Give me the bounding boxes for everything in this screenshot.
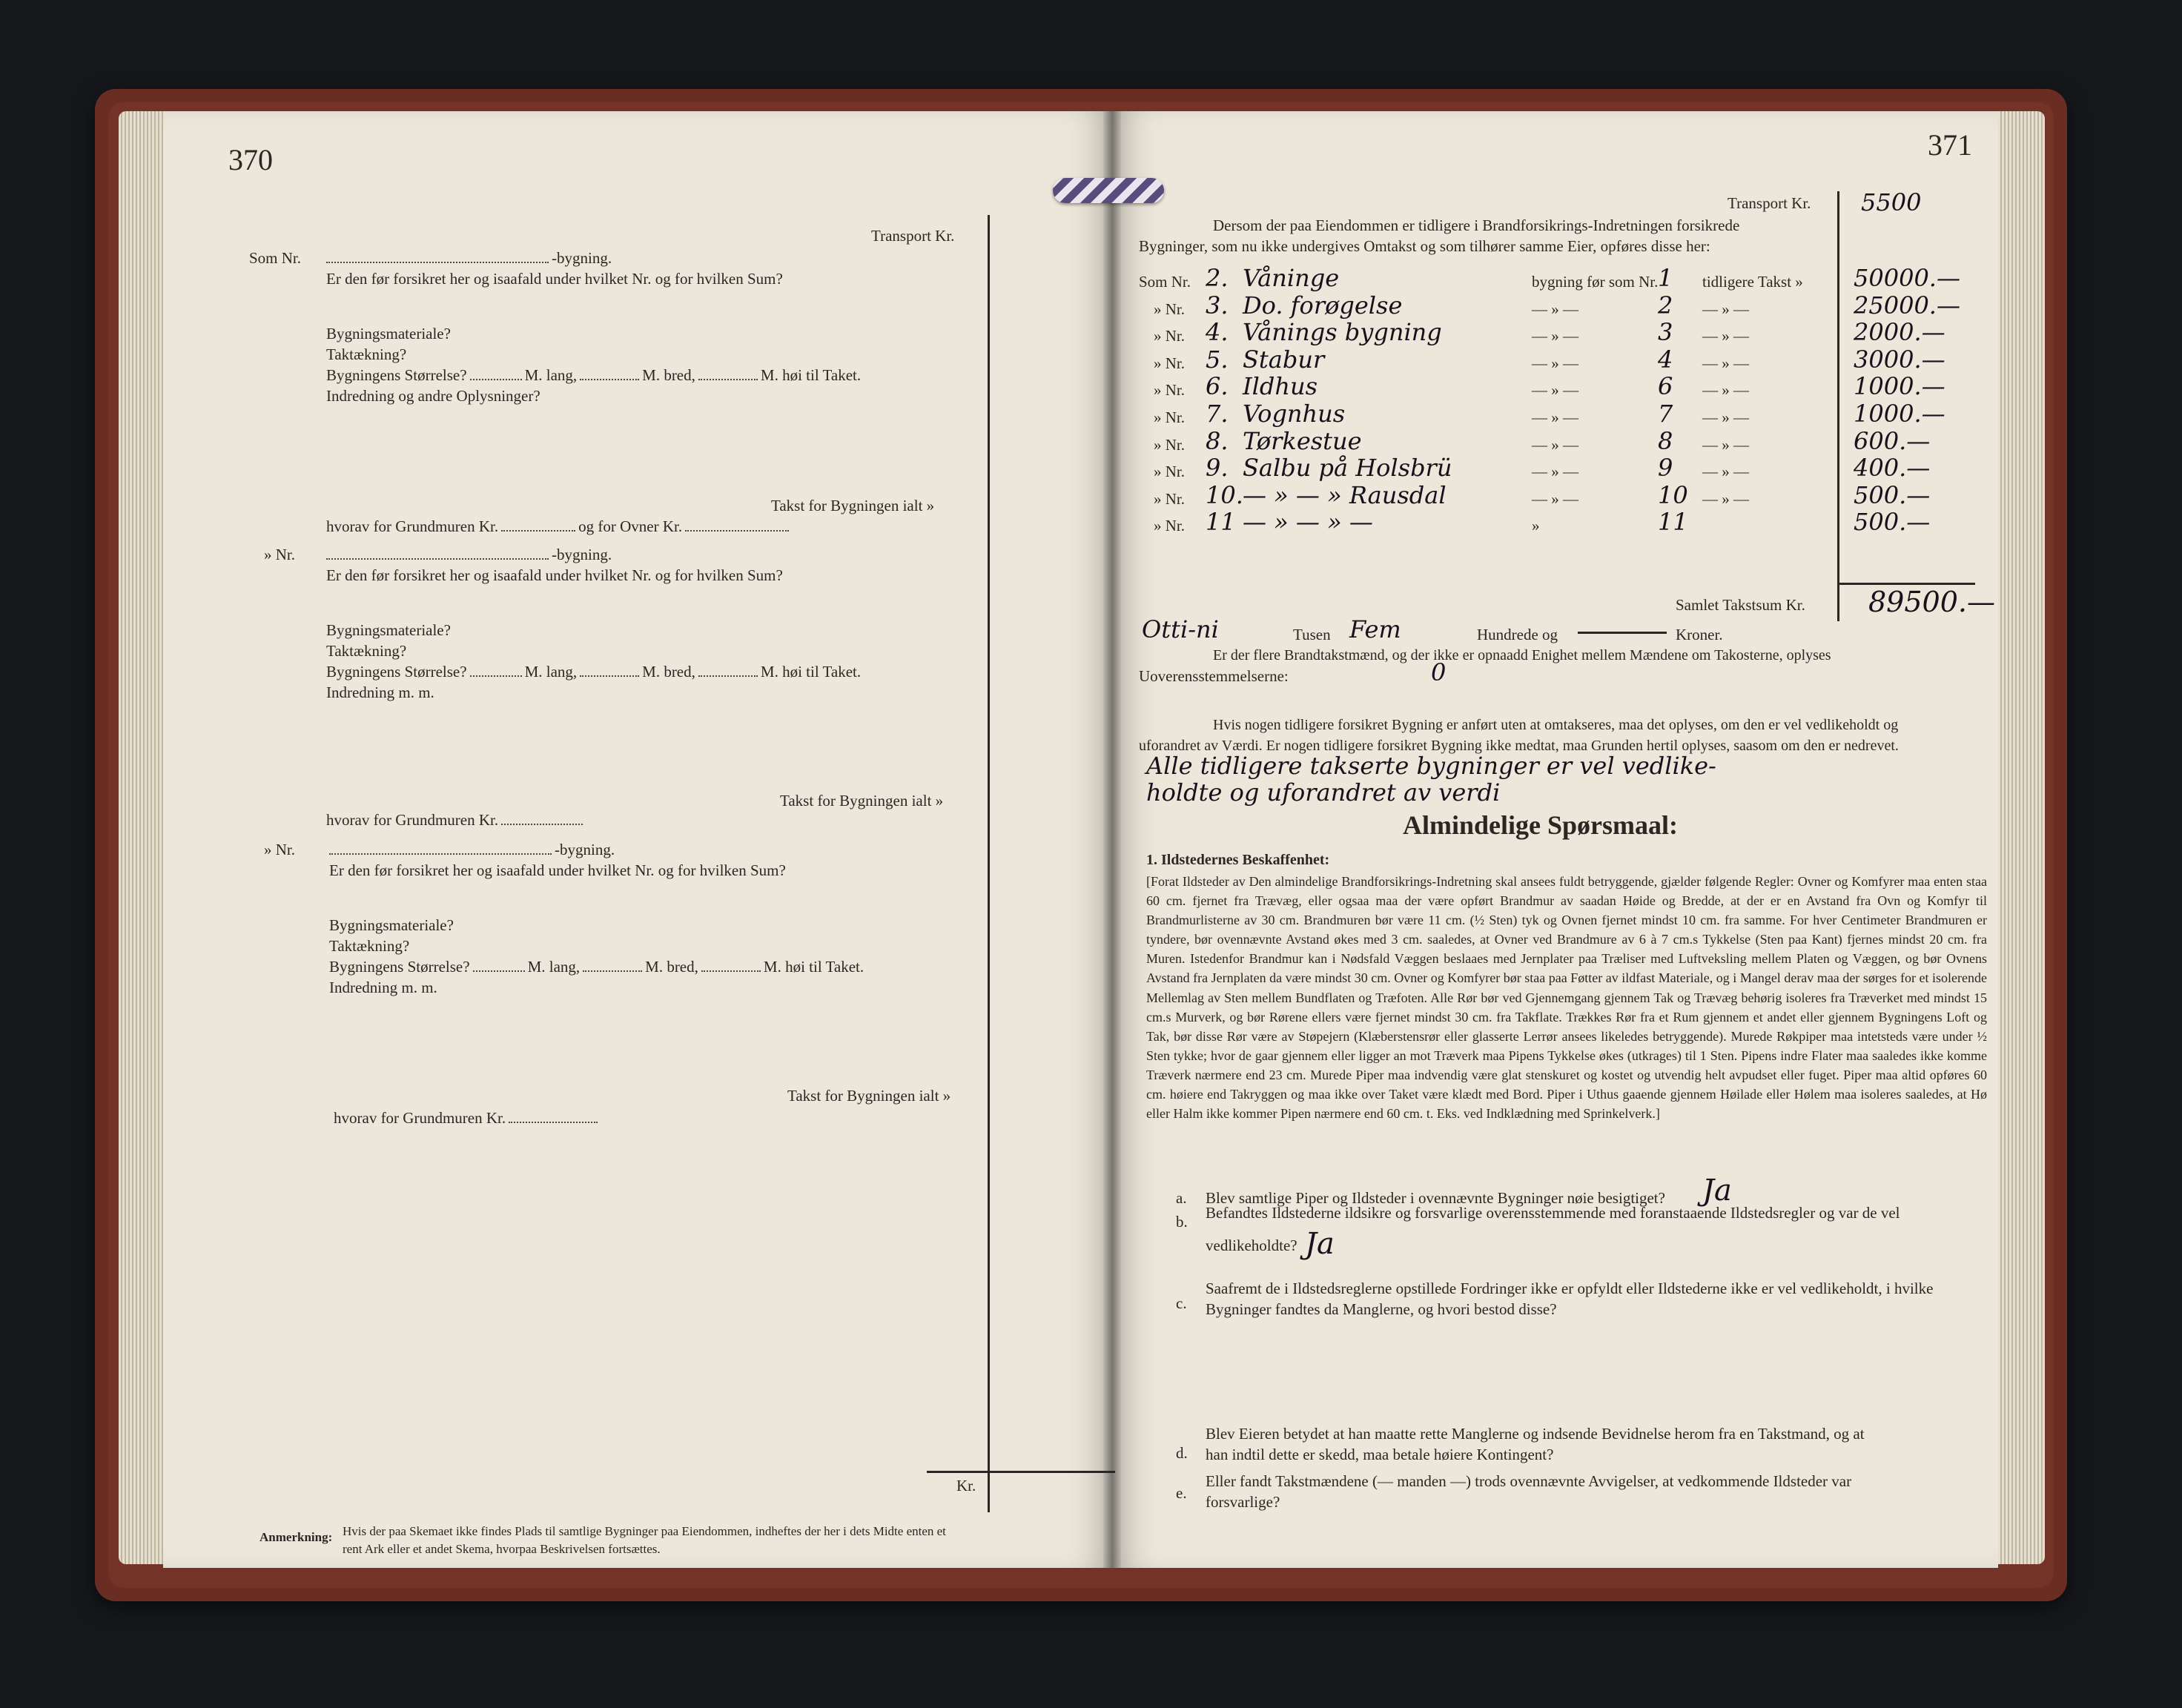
building-row-name: — » — » Rausdal	[1243, 481, 1447, 509]
intro-line-1: Dersom der paa Eiendommen er tidligere i Brandforsikrings-Indretningen forsikrede	[1213, 216, 1740, 234]
building-row-mid: — » —	[1532, 300, 1578, 318]
block3-material: Bygningsmateriale?	[329, 916, 454, 934]
qe-label: e.	[1176, 1484, 1187, 1502]
block1-indredning: Indredning og andre Oplysninger?	[326, 387, 540, 405]
qc-text-1: Saafremt de i Ildstedsreglerne opstillede Fordringer ikke er opfyldt eller Ildstederne ikke er vel vedlikeholdt, i hvilke	[1206, 1280, 1934, 1297]
qb-answer: Ja	[1305, 1227, 1335, 1261]
left-amount-column-rule	[988, 215, 990, 1512]
building-row-takst: 50000.—	[1854, 264, 1960, 292]
building-row-name: Våninge	[1243, 264, 1340, 292]
anmerkning-text-2: rent Ark eller et andet Skema, hvorpaa Beskrivelsen fortsættes.	[343, 1542, 661, 1556]
samlet-value: 89500.—	[1868, 586, 1995, 618]
building-row-takst: 25000.—	[1854, 291, 1960, 320]
building-row-mid: — » —	[1532, 463, 1578, 480]
building-row-takst: 400.—	[1854, 454, 1931, 482]
building-row-old-nr: 4	[1658, 345, 1673, 374]
building-row-new-nr: 9.	[1206, 454, 1229, 482]
block2-taktaekning: Taktækning?	[326, 642, 407, 660]
building-row-name: Stabur	[1243, 345, 1325, 374]
intro-line-2: Bygninger, som nu ikke undergives Omtakst og som tilhører samme Eier, opføres disse her:	[1139, 237, 1710, 255]
building-row-prefix: » Nr.	[1154, 354, 1185, 372]
samlet-label: Samlet Takstsum Kr.	[1676, 596, 1805, 614]
building-row-prefix: » Nr.	[1154, 408, 1185, 426]
building-row-old-nr: 8	[1658, 427, 1673, 455]
amount-words-thousands: Otti-ni	[1142, 615, 1219, 643]
building-row-new-nr: 3.	[1206, 291, 1229, 320]
building-row-name: Tørkestue	[1243, 427, 1362, 455]
left-transport-label: Transport Kr.	[871, 227, 955, 245]
block1-size: Bygningens Størrelse? M. lang, M. bred, M. høi til Taket.	[326, 366, 862, 384]
page-edges-left	[119, 111, 169, 1564]
building-row-name: Vånings bygning	[1243, 318, 1442, 346]
building-row-tail: — » —	[1702, 327, 1749, 345]
block3-takst: Takst for Bygningen ialt »	[787, 1087, 951, 1105]
block3-indredning: Indredning m. m.	[329, 979, 437, 996]
book-gutter	[1103, 111, 1121, 1568]
building-row-old-nr: 1	[1658, 264, 1673, 292]
left-total-rule	[927, 1471, 1115, 1473]
building-row-tail: — » —	[1702, 490, 1749, 508]
building-row-tail: — » —	[1702, 354, 1749, 372]
left-kr-total: Kr.	[956, 1477, 976, 1494]
block2-material: Bygningsmateriale?	[326, 621, 451, 639]
building-row-takst: 1000.—	[1854, 400, 1945, 428]
hvis-line-2: uforandret av Værdi. Er nogen tidligere forsikret Bygning ikke medtat, maa Grunden hertil oplyses, saasom om den er nedrevet.	[1139, 738, 1899, 754]
building-row-new-nr: 10.	[1206, 481, 1243, 509]
building-row-name: Do. forøgelse	[1243, 291, 1403, 320]
qe-text-1: Eller fandt Takstmændene (— manden —) trods ovennævnte Avvigelser, at vedkommende Ildsteder var	[1206, 1472, 1852, 1490]
building-row-prefix: » Nr.	[1154, 381, 1185, 399]
hundrede-label: Hundrede og	[1477, 626, 1558, 643]
building-row-tail: tidligere Takst »	[1702, 273, 1803, 291]
building-row-takst: 500.—	[1854, 508, 1931, 536]
anmerkning-text-1: Hvis der paa Skemaet ikke findes Plads til samtlige Bygninger paa Eiendommen, indheftes der her i dets Midte enten et	[343, 1524, 946, 1538]
building-row-old-nr: 11	[1658, 508, 1688, 536]
binding-thread	[1053, 178, 1164, 203]
qb-text-2: vedlikeholdte?	[1206, 1237, 1297, 1254]
block2-takst: Takst for Bygningen ialt »	[780, 792, 944, 810]
building-row-mid: — » —	[1532, 490, 1578, 508]
tusen-label: Tusen	[1293, 626, 1331, 643]
building-row-mid: — » —	[1532, 354, 1578, 372]
building-row-new-nr: 5.	[1206, 345, 1229, 374]
flere-line-1: Er der flere Brandtakstmænd, og der ikke er opnaadd Enighet mellem Mændene om Takosterne, oplyses	[1213, 647, 1831, 663]
qa-text: Blev samtlige Piper og Ildsteder i ovennævnte Bygninger nøie besigtiget?	[1206, 1189, 1665, 1207]
qd-label: d.	[1176, 1444, 1188, 1462]
building-row-mid: — » —	[1532, 408, 1578, 426]
building-row-takst: 1000.—	[1854, 372, 1945, 400]
qd-text-1: Blev Eieren betydet at han maatte rette Manglerne og indsende Bevidnelse herom fra en Takstmand, og at	[1206, 1425, 1865, 1443]
building-row-name: — » — » —	[1243, 508, 1373, 536]
building-row-prefix: Som Nr.	[1139, 273, 1191, 291]
block2-size: Bygningens Størrelse? M. lang, M. bred, M. høi til Taket.	[326, 663, 862, 681]
building-row-mid: — » —	[1532, 436, 1578, 454]
building-row-name: Salbu på Holsbrü	[1243, 454, 1452, 482]
qe-text-2: forsvarlige?	[1206, 1493, 1280, 1511]
building-row-tail: — » —	[1702, 300, 1749, 318]
samlet-rule	[1837, 583, 1975, 585]
building-row-new-nr: 4.	[1206, 318, 1229, 346]
building-row-takst: 3000.—	[1854, 345, 1945, 374]
block1-material: Bygningsmateriale?	[326, 325, 451, 342]
block3-nr: » Nr.	[264, 841, 295, 858]
block1-bygning-line: -bygning.	[323, 249, 612, 268]
block1-hvorav: hvorav for Grundmuren Kr. og for Ovner Kr.	[326, 517, 792, 536]
qc-text-2: Bygninger fandtes da Manglerne, og hvori bestod disse?	[1206, 1300, 1557, 1318]
building-row-prefix: » Nr.	[1154, 463, 1185, 480]
building-row-old-nr: 6	[1658, 372, 1673, 400]
building-row-mid: bygning før som Nr.	[1532, 273, 1659, 291]
section-heading: Almindelige Spørsmaal:	[1403, 810, 1679, 840]
building-row-takst: 2000.—	[1854, 318, 1945, 346]
q1-title: 1. Ildstedernes Beskaffenhet:	[1146, 852, 1330, 868]
building-row-old-nr: 7	[1658, 400, 1673, 428]
hvis-line-1: Hvis nogen tidligere forsikret Bygning er anført uten at omtakseres, maa det oplyses, om den er vel vedlikeholdt og	[1213, 717, 1899, 733]
building-row-prefix: » Nr.	[1154, 490, 1185, 508]
block2-bygning-line: -bygning.	[323, 546, 612, 564]
building-row-new-nr: 7.	[1206, 400, 1229, 428]
q1-rules: [Forat Ildsteder av Den almindelige Brandforsikrings-Indretning skal ansees fuldt betryggende, gjælder følgende Regler: Ovner og Komfyrer maa enten staa 60 cm. fjernet fra Trævæg, eller ogsaa maa der være opført Brandmur av saadan Høide og Bredde, at der er en Avstand fra Ovn og Komfyr til Brandmurlisterne av 30 cm. Brandmuren bør være 11 cm. (½ Sten) tyk og Ovnen fjernet mindst 10 cm. fra samme. For hver Centimeter Brandmuren er tyndere, bør ovennævnte Avstand økes med 3 cm. saaledes, at Ovner ved Brandmure av 6 à 7 cm.s Tykkelse (Sten paa Kant) fjernes mindst 20 cm. fra Muren. Istedenfor Brandmur kan i Nødsfald Væggen beslaaes med Jernplater paa Træliser med Luftveksling mellem Platen og Væggen, og bør Ovnens Avstand fra Jernplaten da være mindst 30 cm. Ovner og Komfyrer bør staa paa Føtter av ildfast Materiale, og i Mangel derav maa der sørges for et isolerende Mellemlag av Sten mellem Bundflaten og Træfoten. Alle Rør bør ved Gjennemgang gjennem Tak og Trævæg behørig isoleres fra Træverket med mindst 15 cm.s Murverk, og bør Rørene ellers være fjernet mindst 30 cm. fra Takflate. Trækkes Rør fra et Rum gjennem et andet eller gjennem Bygningens Loft og Tak, bør disse Rør være av Støpejern (Klæberstensrør eller glasserte Lerrør ansees likeledes betryggende). Murede Røkpiper maa intetsteds være under ½ Sten tykke; hvor de gaar gjennem eller ligger an mot Træverk maa Pipens Tykkelse økes (utkrages) til 1 Sten. Pipens indre Flater maa saaledes ikke komme Træverk nærmere end 23 cm. Murede Piper maa indvendig være glat stenskuret og kostet og utvendig helt avpudset eller fuget. Piper maa altid opføres 60 cm. høiere end Takryggen og maa ikke over Taket være klædt med Bord. Piper i Uthus gaaende gjennem Høilade eller Hølem maa isoleres saaledes, at Hø eller Halm ikke kommer Pipen nærmere end 60 cm. t. Eks. ved Indklædning med Sprinkelverk.]	[1146, 874, 1987, 1122]
building-row-old-nr: 10	[1658, 481, 1688, 509]
building-row-prefix: » Nr.	[1154, 327, 1185, 345]
hvis-answer-2: holdte og uforandret av verdi	[1146, 778, 1501, 807]
building-row-prefix: » Nr.	[1154, 300, 1185, 318]
building-row-prefix: » Nr.	[1154, 436, 1185, 454]
building-row-new-nr: 11	[1206, 508, 1236, 536]
building-row-tail: — » —	[1702, 381, 1749, 399]
building-row-name: Vognhus	[1243, 400, 1346, 428]
block1-takst: Takst for Bygningen ialt »	[771, 497, 935, 514]
flere-line-2: Uoverensstemmelserne:	[1139, 667, 1289, 685]
right-transport-label: Transport Kr.	[1728, 194, 1811, 212]
building-row-takst: 500.—	[1854, 481, 1931, 509]
qc-label: c.	[1176, 1294, 1187, 1312]
building-row-mid: »	[1532, 517, 1540, 534]
block2-indredning: Indredning m. m.	[326, 683, 434, 701]
qb-text-1: Befandtes Ildstederne ildsikre og forsvarlige overensstemmende med foranstaaende Ildstedsregler og var de vel	[1206, 1204, 1900, 1222]
left-page	[163, 111, 1114, 1568]
block1-nr: Som Nr.	[249, 249, 302, 267]
flere-answer: 0	[1431, 658, 1447, 686]
right-amount-column-rule	[1837, 191, 1839, 621]
qb-label: b.	[1176, 1213, 1188, 1231]
building-row-takst: 600.—	[1854, 427, 1931, 455]
building-row-new-nr: 8.	[1206, 427, 1229, 455]
building-row-name: Ildhus	[1243, 372, 1318, 400]
block1-question: Er den før forsikret her og isaafald under hvilket Nr. og for hvilken Sum?	[326, 270, 783, 288]
block3-size: Bygningens Størrelse? M. lang, M. bred, M. høi til Taket.	[329, 958, 864, 976]
block2-hvorav: hvorav for Grundmuren Kr.	[326, 811, 586, 830]
block3-taktaekning: Taktækning?	[329, 937, 410, 955]
page-edges-right	[1994, 111, 2045, 1564]
building-row-new-nr: 2.	[1206, 264, 1229, 292]
building-row-tail: — » —	[1702, 463, 1749, 480]
building-row-mid: — » —	[1532, 381, 1578, 399]
building-row-prefix: » Nr.	[1154, 517, 1185, 534]
block3-hvorav: hvorav for Grundmuren Kr.	[334, 1109, 601, 1128]
right-page-number: 371	[1928, 128, 1972, 162]
left-page-number: 370	[228, 143, 273, 176]
qa-label: a.	[1176, 1189, 1187, 1207]
amount-words-hundreds: Fem	[1349, 615, 1401, 643]
building-row-old-nr: 2	[1658, 291, 1673, 320]
qa-answer: Ja	[1702, 1174, 1732, 1208]
block2-question: Er den før forsikret her og isaafald under hvilket Nr. og for hvilken Sum?	[326, 566, 783, 584]
block3-question: Er den før forsikret her og isaafald under hvilket Nr. og for hvilken Sum?	[329, 861, 786, 879]
building-row-tail: — » —	[1702, 408, 1749, 426]
right-transport-value: 5500	[1861, 188, 1922, 216]
building-row-old-nr: 9	[1658, 454, 1673, 482]
anmerkning-label: Anmerkning:	[259, 1530, 333, 1544]
building-row-tail: — » —	[1702, 436, 1749, 454]
zero-dash	[1578, 632, 1667, 634]
building-row-old-nr: 3	[1658, 318, 1673, 346]
qd-text-2: han indtil dette er skedd, maa betale høiere Kontingent?	[1206, 1446, 1554, 1463]
block3-bygning-line: -bygning.	[326, 841, 615, 859]
block1-taktaekning: Taktækning?	[326, 345, 407, 363]
building-row-mid: — » —	[1532, 327, 1578, 345]
hvis-answer-1: Alle tidligere takserte bygninger er vel vedlike-	[1146, 752, 1716, 780]
kroner-label: Kroner.	[1676, 626, 1723, 643]
building-row-new-nr: 6.	[1206, 372, 1229, 400]
block2-nr: » Nr.	[264, 546, 295, 563]
